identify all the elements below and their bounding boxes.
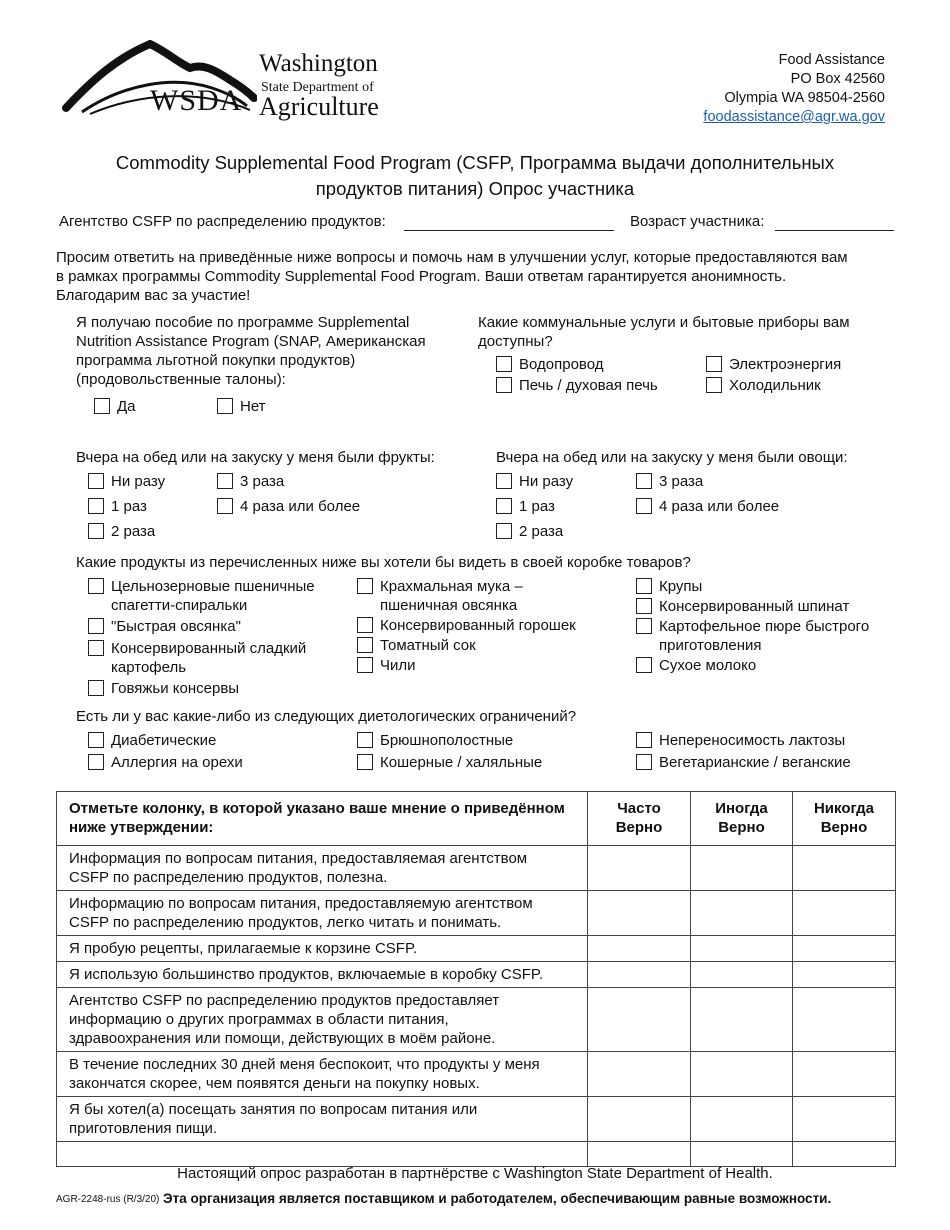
sometimes-cell[interactable] [691, 1097, 793, 1142]
row2-line2: CSFP по распределению продуктов, легко читать и понимать. [69, 914, 502, 931]
header-never-line1: Никогда [813, 800, 875, 817]
tomato-juice-checkbox[interactable] [357, 637, 373, 653]
snap-no-checkbox[interactable] [217, 398, 233, 414]
vegetarian-label: Вегетарианские / веганские [659, 754, 851, 771]
sweet-potato-label-line1: Консервированный сладкий [111, 640, 307, 657]
fruits-never-checkbox[interactable] [88, 473, 104, 489]
often-cell[interactable] [588, 1142, 691, 1167]
veg-four-plus-label: 4 раза или более [659, 498, 780, 515]
celiac-label: Брюшнополостные [380, 732, 514, 749]
dry-milk-label: Сухое молоко [659, 657, 757, 674]
often-cell[interactable] [588, 1097, 691, 1142]
header-statement-line2: ниже утверждении: [69, 819, 214, 836]
snap-question [76, 313, 426, 389]
spaghetti-label-line2: спагетти-спиральки [111, 597, 248, 614]
utilities-q-line2: доступны? [478, 333, 553, 350]
quick-oats-checkbox[interactable] [88, 618, 104, 634]
title-line1: Commodity Supplemental Food Program (CSFP, Программа выдачи дополнительных [115, 152, 835, 173]
diet-question: Есть ли у вас какие-либо из следующих диетологических ограничений? [76, 708, 577, 725]
table-row [57, 962, 896, 988]
canned-beef-checkbox[interactable] [88, 680, 104, 696]
fruits-four-plus-label: 4 раза или более [240, 498, 361, 515]
instant-potato-label-line2: приготовления [659, 637, 762, 654]
fruits-question: Вчера на обед или на закуску у меня были фрукты: [76, 449, 435, 466]
logo-name-line2: State Department of [261, 80, 374, 95]
partnership-note: Настоящий опрос разработан в партнёрстве с Washington State Department of Health. [177, 1165, 773, 1182]
equal-opportunity-note: Эта организация является поставщиком и работодателем, обеспечивающим равные возможности. [163, 1191, 832, 1206]
kosher-halal-checkbox[interactable] [357, 754, 373, 770]
stove-checkbox[interactable] [496, 377, 512, 393]
logo-name-line3: Agriculture [259, 92, 379, 121]
never-cell[interactable] [793, 1142, 896, 1167]
never-cell[interactable] [793, 962, 896, 988]
instant-potato-checkbox[interactable] [636, 618, 652, 634]
address-line1: Food Assistance [778, 52, 885, 68]
table-row-empty [57, 1142, 896, 1167]
sometimes-cell[interactable] [691, 936, 793, 962]
table-header-often [588, 792, 691, 846]
table-header-statement [57, 792, 588, 846]
electricity-label: Электроэнергия [729, 356, 842, 373]
farina-label-line1: Крахмальная мука – [380, 578, 523, 595]
sweet-potato-label [111, 639, 306, 677]
often-cell[interactable] [588, 962, 691, 988]
fruits-three-label: 3 раза [240, 473, 285, 490]
logo-name-line1: Washington [259, 50, 378, 77]
fruits-twice-label: 2 раза [111, 523, 156, 540]
never-cell[interactable] [793, 988, 896, 1052]
table-header-row [57, 792, 896, 846]
chili-label: Чили [380, 657, 416, 674]
agency-field[interactable] [404, 230, 614, 231]
statement-cell: Я пробую рецепты, прилагаемые к корзине CSFP. [57, 936, 588, 962]
sometimes-cell[interactable] [691, 1052, 793, 1097]
farina-label [380, 577, 523, 615]
row6-line1: В течение последних 30 дней меня беспокоит, что продукты у меня [69, 1056, 540, 1073]
statement-cell: Я использую большинство продуктов, включаемые в коробку CSFP. [57, 962, 588, 988]
veg-never-label: Ни разу [519, 473, 574, 490]
sometimes-cell[interactable] [691, 891, 793, 936]
header-sometimes-line2: Верно [718, 819, 765, 836]
water-checkbox[interactable] [496, 356, 512, 372]
spaghetti-label-line1: Цельнозерновые пшеничные [111, 578, 315, 595]
sweet-potato-checkbox[interactable] [88, 640, 104, 656]
form-id: AGR-2248-rus (R/3/20) [56, 1194, 160, 1205]
never-cell[interactable] [793, 936, 896, 962]
address-line3: Olympia WA 98504-2560 [724, 90, 885, 106]
header-often-line1: Часто [617, 800, 661, 817]
often-cell[interactable] [588, 846, 691, 891]
canned-beef-label: Говяжьи консервы [111, 680, 240, 697]
header-sometimes-line1: Иногда [715, 800, 768, 817]
snap-q-line4: (продовольственные талоны): [76, 371, 286, 388]
statement-cell [57, 988, 588, 1052]
table-row [57, 936, 896, 962]
row7-line1: Я бы хотел(а) посещать занятия по вопросам питания или [69, 1101, 478, 1118]
fridge-label: Холодильник [729, 377, 821, 394]
row7-line2: приготовления пищи. [69, 1120, 218, 1137]
farina-label-line2: пшеничная овсянка [380, 597, 518, 614]
row6-line2: закончатся скорее, чем появятся деньги на покупку новых. [69, 1075, 480, 1092]
sometimes-cell[interactable] [691, 988, 793, 1052]
farina-checkbox[interactable] [357, 578, 373, 594]
veg-three-checkbox[interactable] [636, 473, 652, 489]
statement-cell [57, 1097, 588, 1142]
age-label: Возраст участника: [630, 213, 765, 230]
statement-cell [57, 1052, 588, 1097]
often-cell[interactable] [588, 988, 691, 1052]
statement-cell [57, 891, 588, 936]
row2-line1: Информацию по вопросам питания, предоставляемую агентством [69, 895, 533, 912]
row1-line2: CSFP по распределению продуктов, полезна. [69, 869, 388, 886]
page-title [0, 150, 950, 202]
table-row [57, 891, 896, 936]
often-cell[interactable] [588, 936, 691, 962]
snap-q-line2: Nutrition Assistance Program (SNAP, Американская [76, 333, 426, 350]
veg-once-label: 1 раз [519, 498, 555, 515]
table-row [57, 846, 896, 891]
header-never-line2: Верно [820, 819, 868, 836]
veg-twice-label: 2 раза [519, 523, 564, 540]
email-link[interactable]: foodassistance@agr.wa.gov [703, 109, 885, 125]
tomato-juice-label: Томатный сок [380, 637, 476, 654]
never-cell[interactable] [793, 846, 896, 891]
snap-no-label: Нет [240, 398, 266, 415]
instant-potato-label [659, 617, 869, 655]
fruits-three-checkbox[interactable] [217, 473, 233, 489]
agency-label: Агентство CSFP по распределению продуктов: [59, 213, 386, 230]
snap-yes-checkbox[interactable] [94, 398, 110, 414]
spaghetti-checkbox[interactable] [88, 578, 104, 594]
address-block [703, 51, 885, 127]
instant-potato-label-line1: Картофельное пюре быстрого [659, 618, 870, 635]
nut-allergy-label: Аллергия на орехи [111, 754, 243, 771]
sweet-potato-label-line2: картофель [111, 659, 187, 676]
veg-three-label: 3 раза [659, 473, 704, 490]
intro-line1: Просим ответить на приведённые ниже вопросы и помочь нам в улучшении услуг, которые предоставляются вам [56, 249, 848, 266]
products-question: Какие продукты из перечисленных ниже вы хотели бы видеть в своей коробке товаров? [76, 554, 691, 571]
electricity-checkbox[interactable] [706, 356, 722, 372]
nut-allergy-checkbox[interactable] [88, 754, 104, 770]
often-cell[interactable] [588, 891, 691, 936]
sometimes-cell[interactable] [691, 962, 793, 988]
diabetic-label: Диабетические [111, 732, 217, 749]
stove-label: Печь / духовая печь [519, 377, 658, 394]
snap-yes-label: Да [117, 398, 136, 415]
water-label: Водопровод [519, 356, 604, 373]
peas-checkbox[interactable] [357, 617, 373, 633]
never-cell[interactable] [793, 1052, 896, 1097]
diabetic-checkbox[interactable] [88, 732, 104, 748]
intro-line2: в рамках программы Commodity Supplemental Food Program. Ваши ответам гарантируется анонимность. [56, 268, 787, 285]
peas-label: Консервированный горошек [380, 617, 576, 634]
kosher-halal-label: Кошерные / халяльные [380, 754, 543, 771]
vegetables-question: Вчера на обед или на закуску у меня были овощи: [496, 449, 848, 466]
table-row [57, 1052, 896, 1097]
table-row [57, 1097, 896, 1142]
quick-oats-label: "Быстрая овсянка" [111, 618, 241, 635]
spinach-label: Консервированный шпинат [659, 598, 850, 615]
fruits-once-checkbox[interactable] [88, 498, 104, 514]
spinach-checkbox[interactable] [636, 598, 652, 614]
table-header-never [793, 792, 896, 846]
statement-cell[interactable] [57, 1142, 588, 1167]
age-field[interactable] [775, 230, 894, 231]
fruits-four-plus-checkbox[interactable] [217, 498, 233, 514]
utilities-question [478, 313, 850, 351]
cereal-checkbox[interactable] [636, 578, 652, 594]
spaghetti-label [111, 577, 315, 615]
snap-q-line3: программа льготной покупки продуктов) [76, 352, 356, 369]
opinion-table [56, 791, 896, 1167]
logo-abbr: WSDA [150, 84, 243, 117]
title-line2: продуктов питания) Опрос участника [315, 178, 635, 199]
sometimes-cell[interactable] [691, 1142, 793, 1167]
row1-line1: Информация по вопросам питания, предоставляемая агентством [69, 850, 528, 867]
header-often-line2: Верно [615, 819, 663, 836]
intro-line3: Благодарим вас за участие! [56, 287, 251, 304]
lactose-label: Непереносимость лактозы [659, 732, 846, 749]
snap-q-line1: Я получаю пособие по программе Supplemental [76, 314, 410, 331]
veg-never-checkbox[interactable] [496, 473, 512, 489]
table-header-sometimes [691, 792, 793, 846]
cereal-label: Крупы [659, 578, 703, 595]
intro-text [56, 248, 848, 305]
fruits-twice-checkbox[interactable] [88, 523, 104, 539]
fruits-never-label: Ни разу [111, 473, 166, 490]
address-line2: PO Box 42560 [790, 71, 885, 87]
veg-once-checkbox[interactable] [496, 498, 512, 514]
sometimes-cell[interactable] [691, 846, 793, 891]
veg-four-plus-checkbox[interactable] [636, 498, 652, 514]
often-cell[interactable] [588, 1052, 691, 1097]
chili-checkbox[interactable] [357, 657, 373, 673]
veg-twice-checkbox[interactable] [496, 523, 512, 539]
header-statement-line1: Отметьте колонку, в которой указано ваше мнение о приведённом [69, 800, 565, 817]
wsda-logo [62, 40, 392, 125]
never-cell[interactable] [793, 1097, 896, 1142]
fruits-once-label: 1 раз [111, 498, 147, 515]
celiac-checkbox[interactable] [357, 732, 373, 748]
utilities-q-line1: Какие коммунальные услуги и бытовые приборы вам [478, 314, 850, 331]
vegetarian-checkbox[interactable] [636, 754, 652, 770]
row5-line1: Агентство CSFP по распределению продуктов предоставляет [69, 992, 500, 1009]
statement-cell [57, 846, 588, 891]
never-cell[interactable] [793, 891, 896, 936]
dry-milk-checkbox[interactable] [636, 657, 652, 673]
table-row [57, 988, 896, 1052]
row5-line2: информацию о других программах в области питания, [69, 1011, 449, 1028]
lactose-checkbox[interactable] [636, 732, 652, 748]
fridge-checkbox[interactable] [706, 377, 722, 393]
row5-line3: здравоохранения или помощи, действующих в моём районе. [69, 1030, 496, 1047]
